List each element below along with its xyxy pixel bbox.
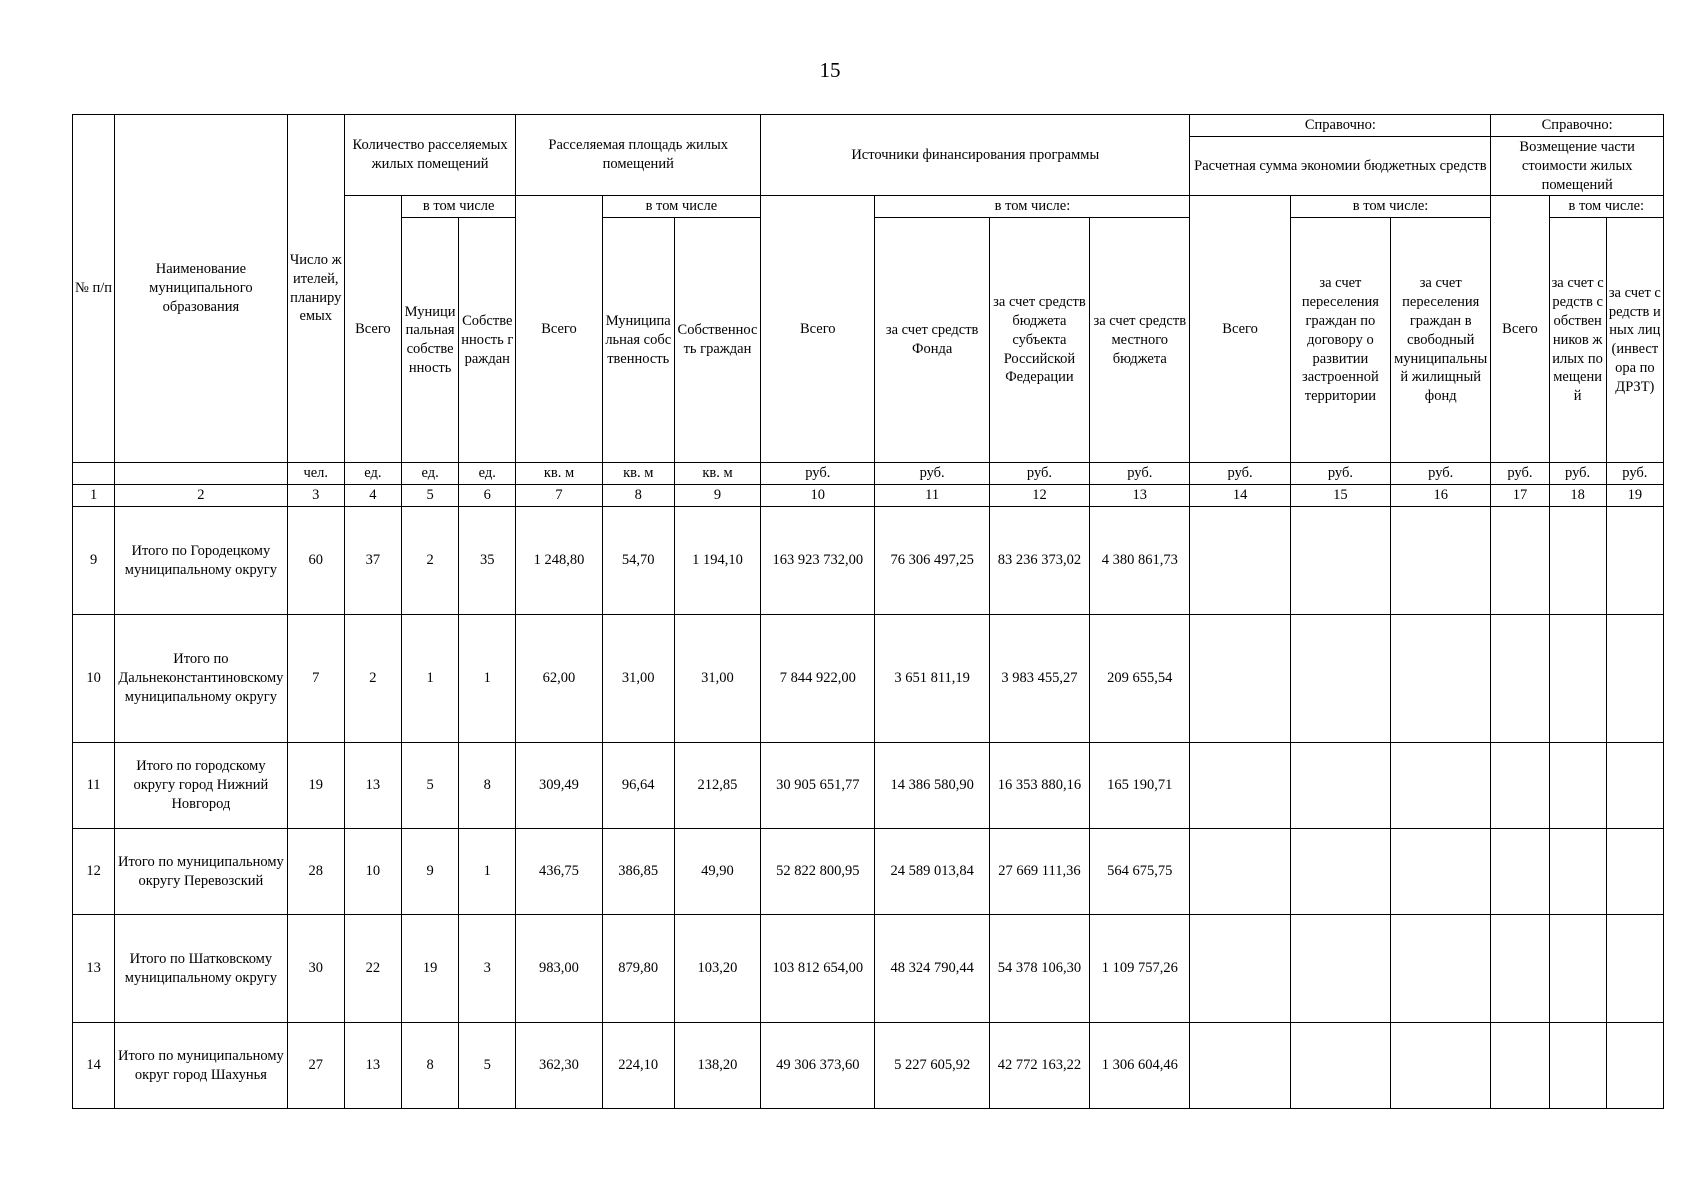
empty-cell [1391, 615, 1491, 743]
header-finance-incl: в том числе: [875, 196, 1190, 218]
header-owners-funds: за счет средств собственников жилых помещений [1549, 218, 1606, 463]
table-row [73, 615, 1664, 743]
area-municipal: 31,00 [602, 615, 674, 743]
count-citizens: 8 [459, 743, 516, 829]
count-total: 13 [344, 743, 401, 829]
empty-cell [1391, 915, 1491, 1023]
residents-value: 19 [287, 743, 344, 829]
finance-local: 1 306 604,46 [1090, 1023, 1190, 1109]
header-area-group: Расселяемая площадь жилых помещений [516, 115, 761, 196]
municipality-name: Итого по Городецкому муниципальному округу [115, 507, 288, 615]
empty-cell [1606, 507, 1663, 615]
finance-total: 103 812 654,00 [761, 915, 875, 1023]
empty-cell [1606, 829, 1663, 915]
empty-cell [1606, 915, 1663, 1023]
empty-cell [1290, 507, 1390, 615]
table-row [73, 915, 1664, 1023]
area-total: 309,49 [516, 743, 602, 829]
residents-value: 7 [287, 615, 344, 743]
table-row [73, 507, 1664, 615]
unit-cell: руб. [1391, 463, 1491, 485]
column-number: 11 [875, 485, 989, 507]
area-municipal: 879,80 [602, 915, 674, 1023]
header-area-incl: в том числе [602, 196, 760, 218]
header-region-budget: за счет средств бюджета субъекта Российской Федерации [989, 218, 1089, 463]
header-area-municipal: Муниципальная собственность [602, 218, 674, 463]
residents-value: 28 [287, 829, 344, 915]
finance-total: 30 905 651,77 [761, 743, 875, 829]
header-fund: за счет средств Фонда [875, 218, 989, 463]
header-local-budget: за счет средств местного бюджета [1090, 218, 1190, 463]
empty-cell [1491, 829, 1549, 915]
table-row [73, 1023, 1664, 1109]
empty-cell [1491, 615, 1549, 743]
area-citizens: 138,20 [674, 1023, 760, 1109]
empty-cell [1290, 1023, 1390, 1109]
municipality-name: Итого по муниципальному округ город Шахунья [115, 1023, 288, 1109]
count-citizens: 1 [459, 615, 516, 743]
unit-cell: руб. [1090, 463, 1190, 485]
header-count-municipal: Муниципальная собственность [402, 218, 459, 463]
column-number: 4 [344, 485, 401, 507]
finance-total: 7 844 922,00 [761, 615, 875, 743]
column-number: 6 [459, 485, 516, 507]
finance-local: 1 109 757,26 [1090, 915, 1190, 1023]
area-citizens: 49,90 [674, 829, 760, 915]
unit-cell: руб. [875, 463, 989, 485]
empty-cell [1391, 743, 1491, 829]
column-number: 18 [1549, 485, 1606, 507]
header-count-group: Количество расселяемых жилых помещений [344, 115, 516, 196]
empty-cell [1290, 615, 1390, 743]
row-number: 10 [73, 615, 115, 743]
units-empty-cell [115, 463, 288, 485]
area-citizens: 103,20 [674, 915, 760, 1023]
empty-cell [1190, 615, 1290, 743]
header-count-citizens: Собственность граждан [459, 218, 516, 463]
count-citizens: 35 [459, 507, 516, 615]
area-total: 983,00 [516, 915, 602, 1023]
count-municipal: 2 [402, 507, 459, 615]
empty-cell [1549, 829, 1606, 915]
finance-local: 4 380 861,73 [1090, 507, 1190, 615]
count-total: 22 [344, 915, 401, 1023]
unit-cell: руб. [989, 463, 1089, 485]
municipality-name: Итого по Шатковскому муниципальному округу [115, 915, 288, 1023]
empty-cell [1391, 1023, 1491, 1109]
table-row [73, 743, 1664, 829]
municipality-name: Итого по Дальнеконстантиновскому муниципальному округу [115, 615, 288, 743]
finance-total: 49 306 373,60 [761, 1023, 875, 1109]
header-savings-total: Всего [1190, 196, 1290, 463]
unit-cell: кв. м [516, 463, 602, 485]
column-number: 3 [287, 485, 344, 507]
area-total: 436,75 [516, 829, 602, 915]
finance-fund: 3 651 811,19 [875, 615, 989, 743]
empty-cell [1549, 743, 1606, 829]
empty-cell [1391, 507, 1491, 615]
header-area-citizens: Собственность граждан [674, 218, 760, 463]
header-resettle-contract: за счет переселения граждан по договору о развитии застроенной территории [1290, 218, 1390, 463]
unit-cell: кв. м [602, 463, 674, 485]
empty-cell [1190, 507, 1290, 615]
column-number: 8 [602, 485, 674, 507]
unit-cell: руб. [1549, 463, 1606, 485]
column-number: 17 [1491, 485, 1549, 507]
area-citizens: 212,85 [674, 743, 760, 829]
residents-value: 30 [287, 915, 344, 1023]
area-total: 62,00 [516, 615, 602, 743]
unit-cell: чел. [287, 463, 344, 485]
empty-cell [1549, 615, 1606, 743]
empty-cell [1491, 1023, 1549, 1109]
column-number: 7 [516, 485, 602, 507]
header-other-funds: за счет средств иных лиц (инвестора по ДРЗТ) [1606, 218, 1663, 463]
count-municipal: 5 [402, 743, 459, 829]
count-municipal: 19 [402, 915, 459, 1023]
header-compensation-incl: в том числе: [1549, 196, 1663, 218]
empty-cell [1549, 1023, 1606, 1109]
unit-cell: кв. м [674, 463, 760, 485]
page-number: 15 [819, 58, 841, 82]
empty-cell [1606, 1023, 1663, 1109]
row-number: 11 [73, 743, 115, 829]
header-savings-incl: в том числе: [1290, 196, 1491, 218]
finance-local: 564 675,75 [1090, 829, 1190, 915]
unit-cell: руб. [761, 463, 875, 485]
finance-region: 54 378 106,30 [989, 915, 1089, 1023]
finance-fund: 76 306 497,25 [875, 507, 989, 615]
empty-cell [1190, 1023, 1290, 1109]
finance-fund: 24 589 013,84 [875, 829, 989, 915]
header-savings-group: Расчетная сумма экономии бюджетных средств [1190, 136, 1491, 196]
unit-cell: ед. [344, 463, 401, 485]
empty-cell [1549, 915, 1606, 1023]
empty-cell [1491, 743, 1549, 829]
count-total: 2 [344, 615, 401, 743]
empty-cell [1290, 829, 1390, 915]
table-row [73, 829, 1664, 915]
area-municipal: 224,10 [602, 1023, 674, 1109]
residents-value: 60 [287, 507, 344, 615]
column-number: 14 [1190, 485, 1290, 507]
empty-cell [1491, 915, 1549, 1023]
header-residents: Число жителей, планируемых [287, 115, 344, 463]
finance-total: 52 822 800,95 [761, 829, 875, 915]
area-total: 1 248,80 [516, 507, 602, 615]
finance-region: 27 669 111,36 [989, 829, 1089, 915]
area-citizens: 1 194,10 [674, 507, 760, 615]
empty-cell [1190, 829, 1290, 915]
column-number: 1 [73, 485, 115, 507]
header-reference-compensation: Справочно: [1491, 115, 1664, 137]
column-number: 16 [1391, 485, 1491, 507]
row-number: 9 [73, 507, 115, 615]
finance-region: 42 772 163,22 [989, 1023, 1089, 1109]
row-number: 13 [73, 915, 115, 1023]
empty-cell [1290, 743, 1390, 829]
empty-cell [1606, 615, 1663, 743]
column-number: 15 [1290, 485, 1390, 507]
count-total: 37 [344, 507, 401, 615]
header-compensation-group: Возмещение части стоимости жилых помещений [1491, 136, 1664, 196]
header-compensation-total: Всего [1491, 196, 1549, 463]
unit-cell: ед. [459, 463, 516, 485]
empty-cell [1290, 915, 1390, 1023]
empty-cell [1606, 743, 1663, 829]
column-number: 5 [402, 485, 459, 507]
unit-cell: руб. [1491, 463, 1549, 485]
municipality-name: Итого по городскому округу город Нижний Новгород [115, 743, 288, 829]
empty-cell [1190, 915, 1290, 1023]
municipality-name: Итого по муниципальному округу Перевозский [115, 829, 288, 915]
column-number: 13 [1090, 485, 1190, 507]
finance-region: 16 353 880,16 [989, 743, 1089, 829]
header-count-incl: в том числе [402, 196, 516, 218]
unit-cell: ед. [402, 463, 459, 485]
unit-cell: руб. [1606, 463, 1663, 485]
finance-local: 165 190,71 [1090, 743, 1190, 829]
column-number: 10 [761, 485, 875, 507]
count-total: 13 [344, 1023, 401, 1109]
finance-region: 3 983 455,27 [989, 615, 1089, 743]
count-municipal: 9 [402, 829, 459, 915]
area-municipal: 54,70 [602, 507, 674, 615]
finance-total: 163 923 732,00 [761, 507, 875, 615]
units-empty-cell [73, 463, 115, 485]
count-municipal: 1 [402, 615, 459, 743]
header-finance-total: Всего [761, 196, 875, 463]
header-finance-group: Источники финансирования программы [761, 115, 1190, 196]
count-total: 10 [344, 829, 401, 915]
column-number: 19 [1606, 485, 1663, 507]
row-number: 12 [73, 829, 115, 915]
area-municipal: 386,85 [602, 829, 674, 915]
count-municipal: 8 [402, 1023, 459, 1109]
resettlement-table [72, 114, 1664, 1109]
area-citizens: 31,00 [674, 615, 760, 743]
header-count-total: Всего [344, 196, 401, 463]
empty-cell [1391, 829, 1491, 915]
count-citizens: 1 [459, 829, 516, 915]
finance-fund: 5 227 605,92 [875, 1023, 989, 1109]
unit-cell: руб. [1290, 463, 1390, 485]
count-citizens: 3 [459, 915, 516, 1023]
empty-cell [1549, 507, 1606, 615]
finance-fund: 48 324 790,44 [875, 915, 989, 1023]
header-reference-savings: Справочно: [1190, 115, 1491, 137]
row-number: 14 [73, 1023, 115, 1109]
count-citizens: 5 [459, 1023, 516, 1109]
area-municipal: 96,64 [602, 743, 674, 829]
header-area-total: Всего [516, 196, 602, 463]
column-number: 2 [115, 485, 288, 507]
finance-region: 83 236 373,02 [989, 507, 1089, 615]
empty-cell [1491, 507, 1549, 615]
column-number: 12 [989, 485, 1089, 507]
area-total: 362,30 [516, 1023, 602, 1109]
finance-local: 209 655,54 [1090, 615, 1190, 743]
unit-cell: руб. [1190, 463, 1290, 485]
residents-value: 27 [287, 1023, 344, 1109]
header-resettle-free: за счет переселения граждан в свободный муниципальный жилищный фонд [1391, 218, 1491, 463]
data-rows [73, 507, 1664, 1109]
header-name: Наименование муниципального образования [115, 115, 288, 463]
header-n: № п/п [73, 115, 115, 463]
finance-fund: 14 386 580,90 [875, 743, 989, 829]
empty-cell [1190, 743, 1290, 829]
column-number: 9 [674, 485, 760, 507]
